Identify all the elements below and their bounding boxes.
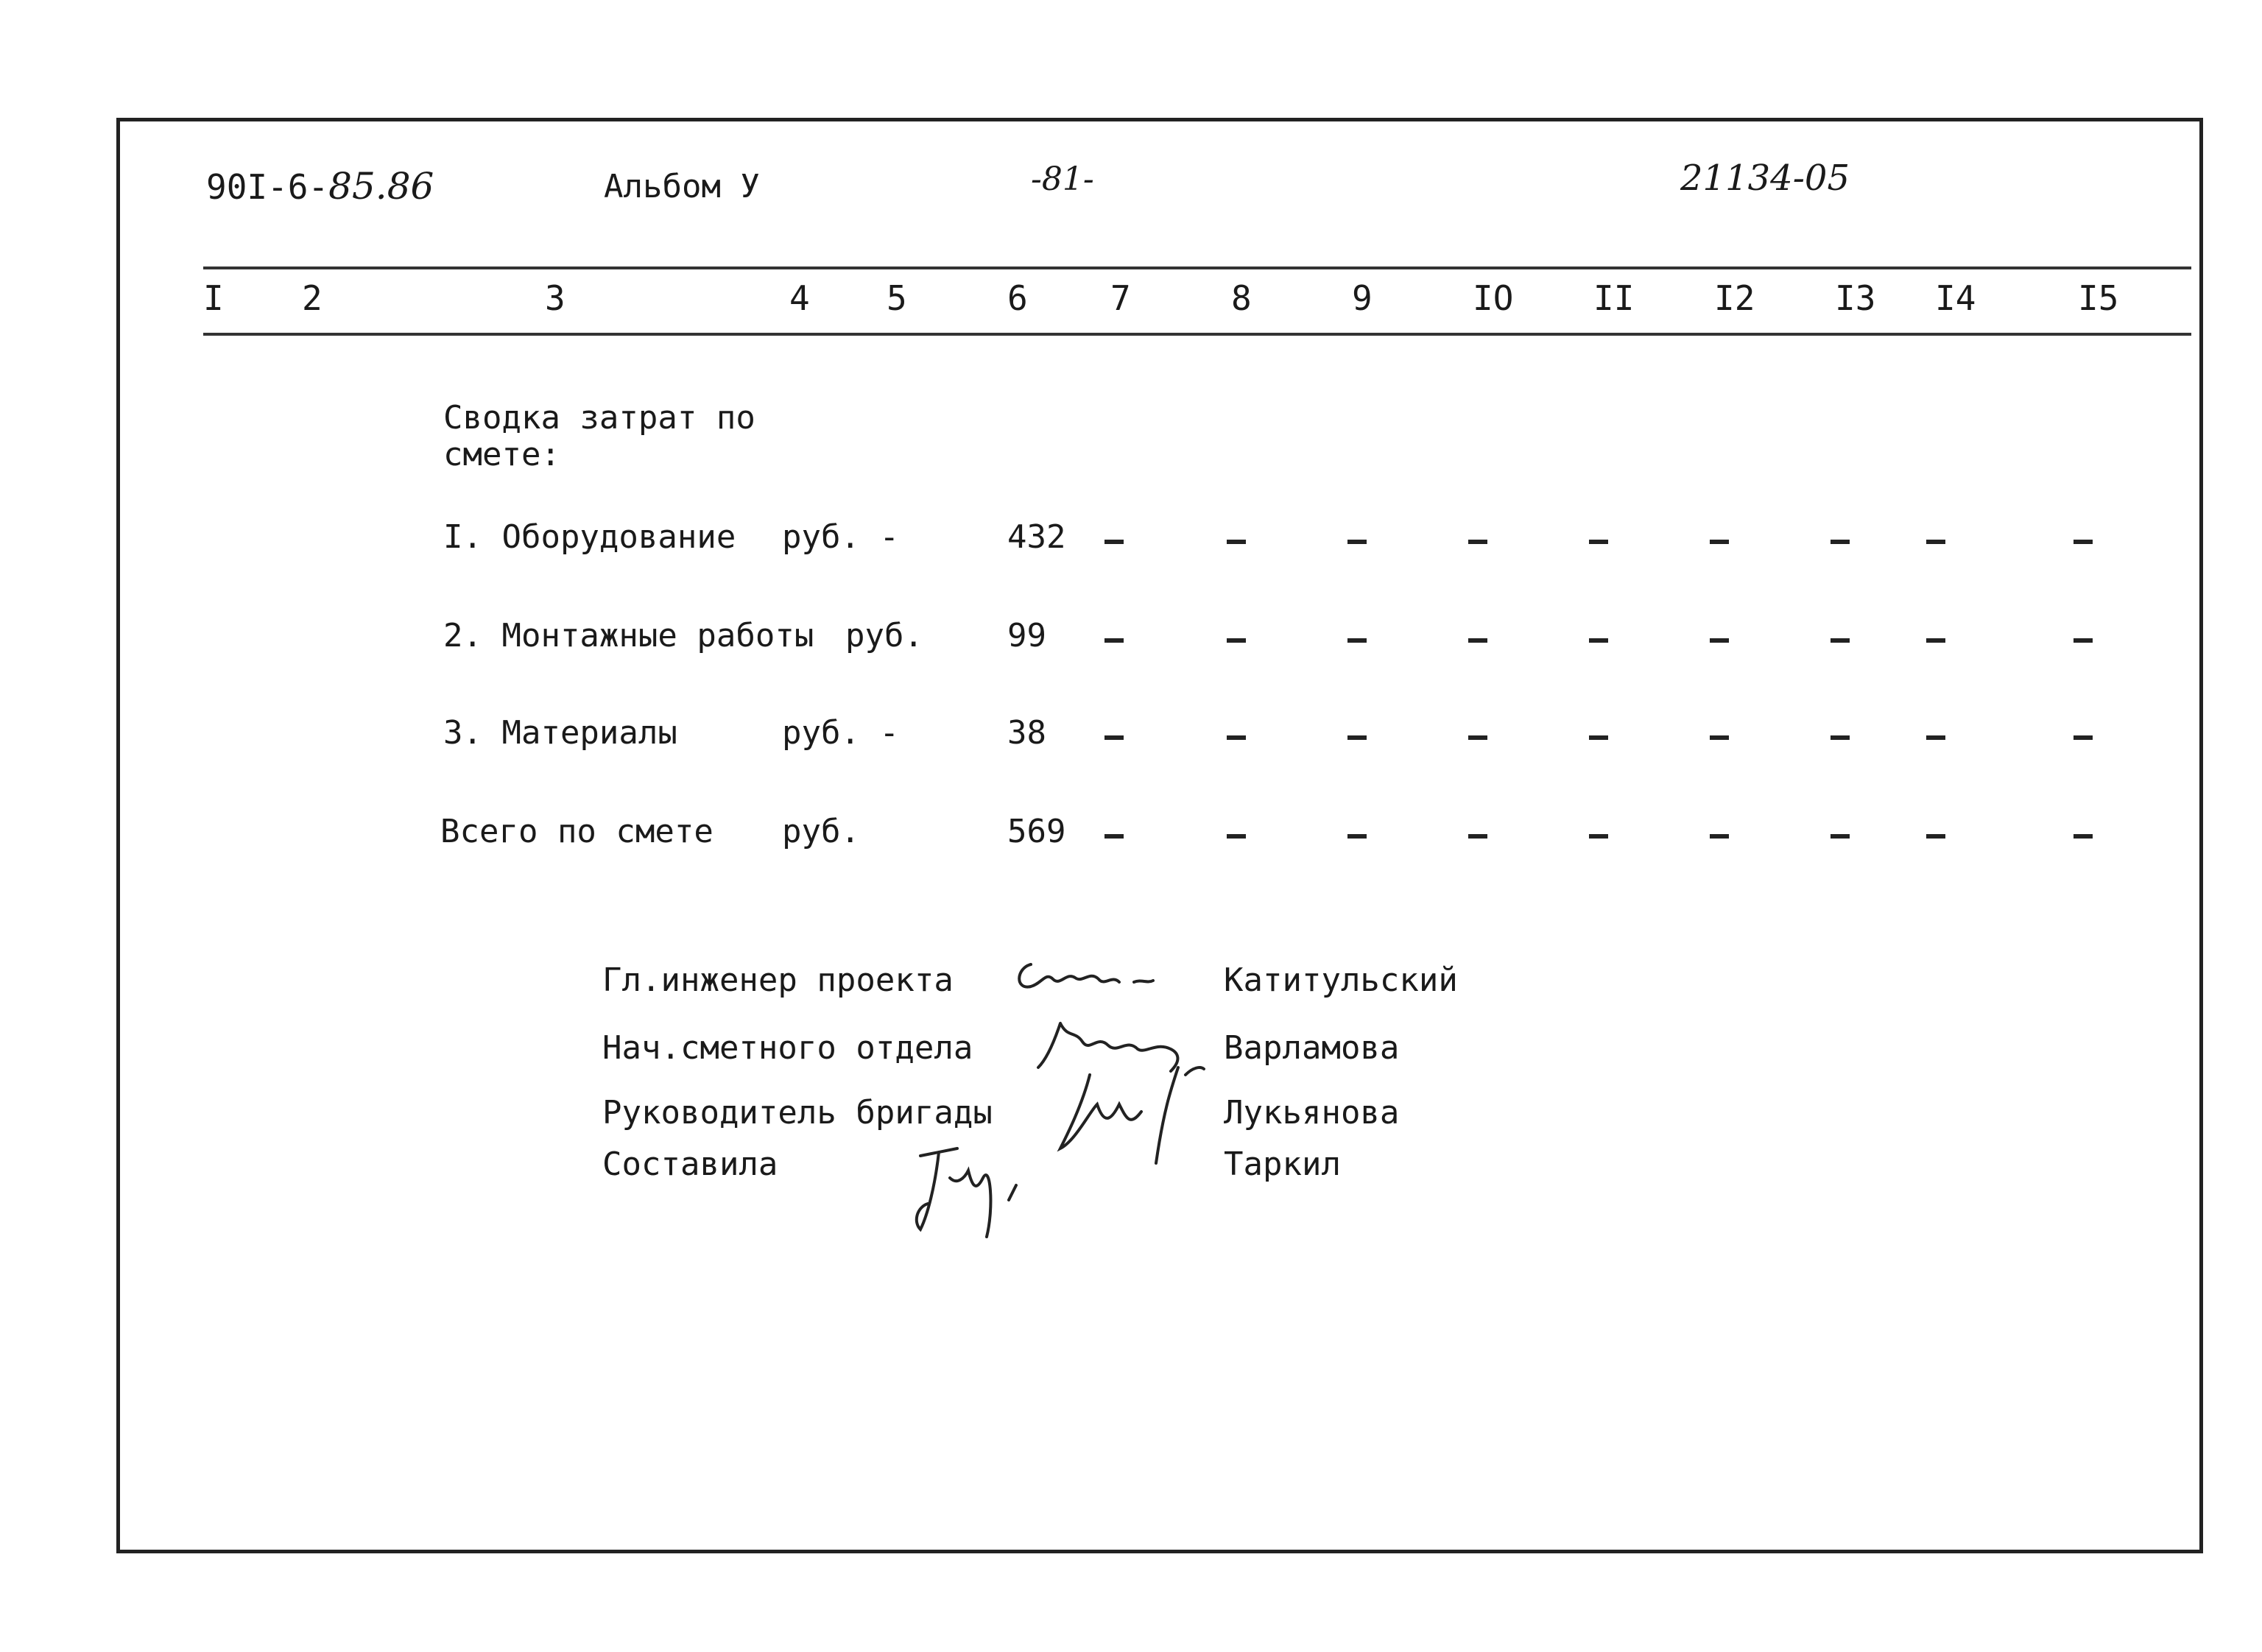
row-3-value: 38 [1007,714,1046,752]
empty-cell-dash [1468,638,1487,643]
row-1-value: 432 [1007,518,1066,556]
column-number-7: 7 [1110,278,1131,318]
column-number-9: 9 [1352,278,1373,318]
empty-cell-dash [1104,540,1124,544]
document-code [206,165,434,208]
signature-scribble-compiler [898,1134,1060,1244]
signature-scribble-chief-engineer [1009,950,1178,1001]
doc-number: 21134-05 [1680,158,1850,199]
empty-cell-dash [1710,540,1729,544]
empty-cell-dash [1347,540,1367,544]
signature-role-4: Составила [602,1146,778,1183]
signature-scribble-brigade-lead [1046,1060,1208,1178]
summary-title-line1: Сводка затрат по [443,399,755,437]
column-number-10: IO [1473,278,1514,318]
row-3-label: 3. Материалы [443,714,677,752]
empty-cell-dash [1227,834,1246,839]
column-number-1: I [203,278,224,318]
document-code-handwritten: 85.86 [328,165,434,208]
empty-cell-dash [2074,540,2093,544]
empty-cell-dash [2074,735,2093,740]
empty-cell-dash [1831,638,1850,643]
column-number-14: I4 [1935,278,1976,318]
empty-cell-dash [1831,735,1850,740]
empty-cell-dash [1468,735,1487,740]
column-number-15: I5 [2078,278,2119,318]
column-number-4: 4 [789,278,810,318]
empty-cell-dash [1468,834,1487,839]
empty-cell-dash [1589,540,1608,544]
empty-cell-dash [1926,834,1945,839]
empty-cell-dash [1589,735,1608,740]
header-rule-top [203,266,2191,269]
column-number-3: 3 [545,278,566,318]
empty-cell-dash [1227,735,1246,740]
signature-name-2: Варламова [1224,1029,1400,1067]
row-3-unit: руб. - [782,714,899,752]
empty-cell-dash [1468,540,1487,544]
empty-cell-dash [1926,638,1945,643]
empty-cell-dash [1104,834,1124,839]
signature-name-1: Катитульский [1224,961,1458,999]
empty-cell-dash [1926,540,1945,544]
signature-role-1: Гл.инженер проекта [602,961,954,999]
empty-cell-dash [1227,638,1246,643]
empty-cell-dash [1347,834,1367,839]
empty-cell-dash [1831,834,1850,839]
row-2-label: 2. Монтажные работы [443,617,814,654]
empty-cell-dash [1589,638,1608,643]
empty-cell-dash [1347,735,1367,740]
column-number-11: II [1593,278,1635,318]
row-1-label: I. Оборудование [443,518,736,556]
document-code-printed: 90I-6- [206,167,329,207]
empty-cell-dash [2074,638,2093,643]
empty-cell-dash [1710,834,1729,839]
column-number-6: 6 [1007,278,1028,318]
column-number-12: I2 [1714,278,1755,318]
empty-cell-dash [1710,638,1729,643]
row-2-unit: руб. [845,617,923,654]
empty-cell-dash [1347,638,1367,643]
signature-name-4: Таркил [1224,1146,1341,1183]
empty-cell-dash [1589,834,1608,839]
row-4-unit: руб. [782,813,860,850]
signature-role-2: Нач.сметного отдела [602,1029,973,1067]
album-label: Альбом У [604,168,760,205]
empty-cell-dash [1831,540,1850,544]
row-2-value: 99 [1007,617,1046,654]
empty-cell-dash [1926,735,1945,740]
empty-cell-dash [2074,834,2093,839]
row-4-label: Всего по смете [440,813,714,850]
row-4-value: 569 [1007,813,1066,850]
column-number-5: 5 [887,278,907,318]
page-number: -81- [1031,160,1094,198]
column-number-8: 8 [1231,278,1252,318]
empty-cell-dash [1104,735,1124,740]
column-number-13: I3 [1835,278,1876,318]
empty-cell-dash [1104,638,1124,643]
empty-cell-dash [1227,540,1246,544]
summary-title-line2: смете: [443,436,560,473]
signature-role-3: Руководитель бригады [602,1094,993,1132]
header-rule-bottom [203,333,2191,336]
row-1-unit: руб. - [782,518,899,556]
column-number-2: 2 [302,278,323,318]
empty-cell-dash [1710,735,1729,740]
signature-name-3: Лукьянова [1224,1094,1400,1132]
